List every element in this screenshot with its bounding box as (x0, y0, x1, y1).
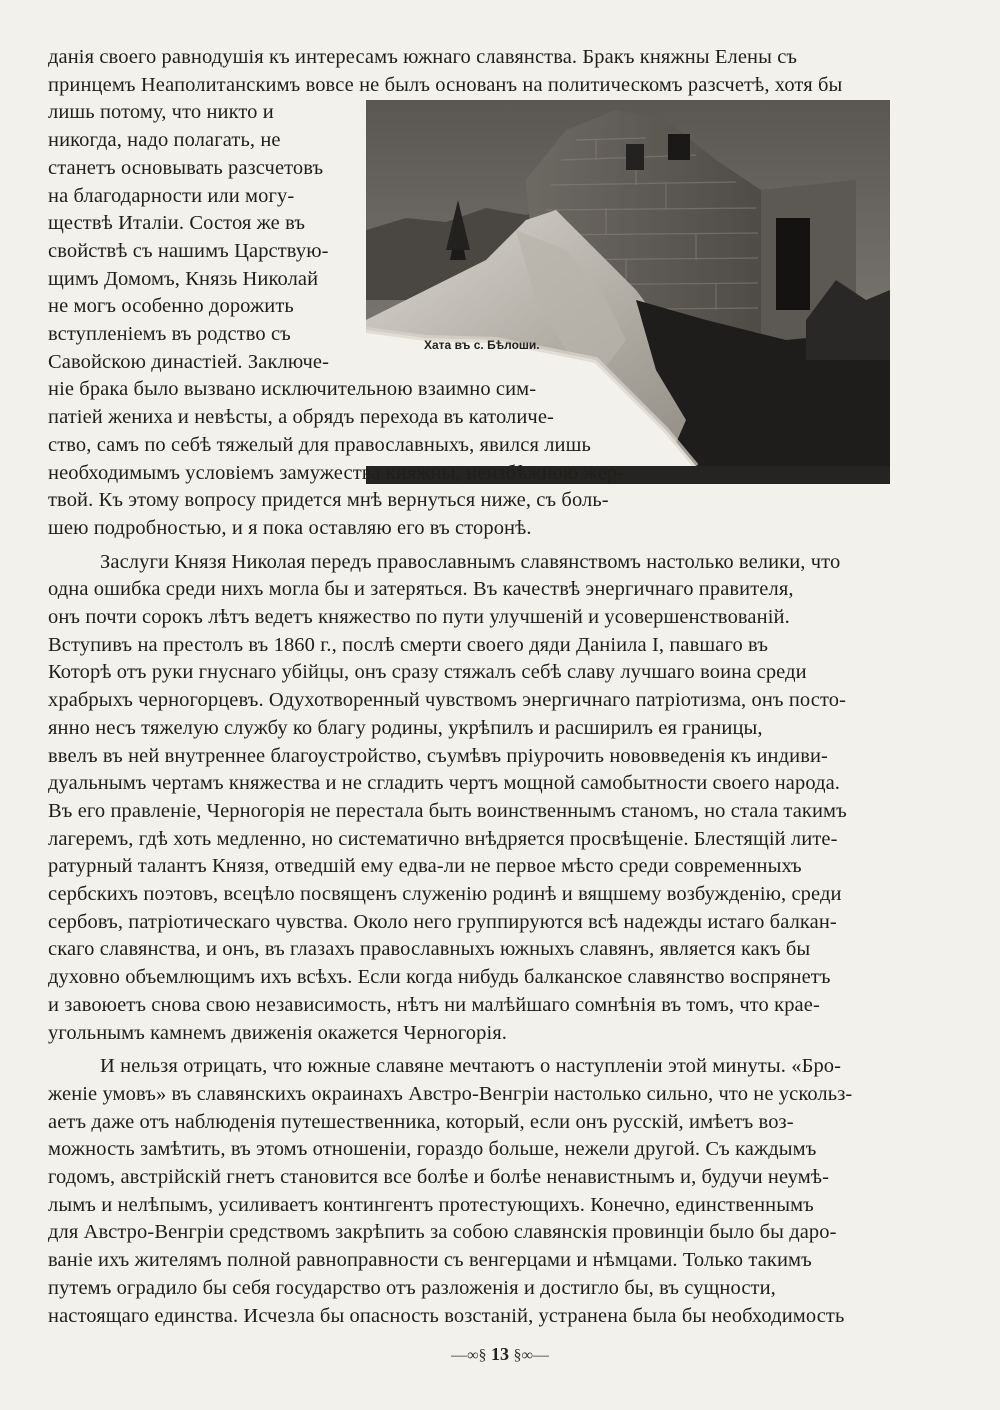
text-line: ввелъ въ ней внутреннее благоустройство, съумѣвъ пріурочить нововведенія къ индиви- (48, 744, 828, 767)
text-line: никогда, надо полагать, не (48, 129, 281, 152)
page-number: 13 (491, 1344, 509, 1364)
text-line: станетъ основывать разсчетовъ (48, 156, 324, 179)
text-line: щимъ Домомъ, Князь Николай (48, 267, 319, 290)
text-line: путемъ оградило бы себя государство отъ разложенія и достигло бы, въ сущности, (48, 1276, 776, 1299)
text-line: скаго славянства, и онъ, въ глазахъ православныхъ южныхъ славянъ, является какъ бы (48, 938, 811, 961)
text-line: духовно объемлющимъ ихъ всѣхъ. Если когда нибудь балканское славянство воспрянетъ (48, 966, 831, 989)
text-line: на благодарности или могу- (48, 184, 295, 207)
text-line: Которѣ отъ руки гнуснаго убійцы, онъ сразу стяжалъ себѣ славу лучшаго воина среди (48, 661, 807, 684)
page-number-folio (0, 1344, 1000, 1365)
text-line: лымъ и нелѣпымъ, усиливаетъ контингентъ протестующихъ. Конечно, единственнымъ (48, 1193, 814, 1216)
text-line: шею подробностью, и я пока оставляю его въ сторонѣ. (48, 516, 532, 539)
text-line: твой. Къ этому вопросу придется мнѣ вернуться ниже, съ боль- (48, 489, 609, 512)
text-line: янно несъ тяжелую службу ко благу родины, укрѣпилъ и расширилъ ея границы, (48, 716, 763, 739)
text-line: ратурный талантъ Князя, отведшій ему едва-ли не первое мѣсто среди современныхъ (48, 855, 802, 878)
text-line: лишь потому, что никто и (48, 101, 274, 124)
text-line: не могъ особенно дорожить (48, 295, 294, 318)
text-line: ществѣ Италіи. Состоя же въ (48, 212, 306, 235)
text-line: онъ почти сорокъ лѣтъ ведетъ княжество по пути улучшеній и усовершенствованій. (48, 606, 790, 628)
text-line: сербовъ, патріотическаго чувства. Около него группируются всѣ надежды истаго балкан- (48, 910, 837, 933)
text-line: Заслуги Князя Николая передъ православнымъ славянствомъ настолько велики, что (100, 550, 841, 573)
figure-caption: Хата въ с. Бѣлоши. (424, 338, 540, 352)
text-line: одна ошибка среди нихъ могла бы и затеряться. Въ качествѣ энергичнаго правителя, (48, 578, 794, 601)
text-line: ство, самъ по себѣ тяжелый для православныхъ, явился лишь (48, 433, 591, 456)
text-line: ваніе ихъ жителямъ полной равноправности съ венгерцами и нѣмцами. Только такимъ (48, 1249, 812, 1272)
text-line: угольнымъ камнемъ движенія окажется Черногорія. (48, 1021, 508, 1044)
text-line: Савойскою династіей. Заключе- (48, 350, 330, 373)
text-line: лагеремъ, гдѣ хоть медленно, но систематично внѣдряется просвѣщеніе. Блестящій лите- (48, 827, 838, 850)
text-line: настоящаго единства. Исчезла бы опасность возстаній, устранена была бы необходимость (48, 1304, 845, 1327)
text-line: принцемъ Неаполитанскимъ вовсе не былъ основанъ на политическомъ разсчетѣ, хотя бы (48, 73, 843, 96)
text-line: И нельзя отрицать, что южные славяне мечтаютъ о наступленіи этой минуты. «Бро- (100, 1055, 842, 1078)
text-line: дуальнымъ чертамъ княжества и не сгладить чертъ мощной самобытности своего народа. (48, 772, 841, 795)
text-line: ніе брака было вызвано исключительною взаимно сим- (48, 378, 537, 401)
text-line: для Австро-Венгріи средствомъ закрѣпить за собою славянскія провинціи было бы даро- (48, 1221, 837, 1244)
text-line: храбрыхъ черногорцевъ. Одухотворенный чувствомъ энергичнаго патріотизма, онъ посто- (48, 689, 847, 712)
text-line: сербскихъ поэтовъ, всецѣло посвященъ служенію родинѣ и вящшему возбужденію, среди (48, 883, 842, 905)
text-line: данія своего равнодушія къ интересамъ южнаго славянства. Бракъ княжны Елены съ (48, 46, 798, 68)
text-line: можность замѣтить, въ этомъ отношеніи, гораздо больше, нежели другой. Съ каждымъ (48, 1138, 817, 1161)
text-line: Въ его правленіе, Черногорія не перестала быть воинственнымъ станомъ, но стала такимъ (48, 799, 847, 822)
text-line: аетъ даже отъ наблюденія путешественника, который, если онъ русскій, имѣетъ воз- (48, 1110, 794, 1133)
text-line: необходимымъ условіемъ замужества княжны, неизбѣжною жер- (48, 461, 625, 484)
text-line: вступленіемъ въ родство съ (48, 323, 291, 345)
text-line: женіе умовъ» въ славянскихъ окраинахъ Австро-Венгріи настолько сильно, что не ускольз- (48, 1082, 853, 1105)
text-line: Вступивъ на престолъ въ 1860 г., послѣ смерти своего дяди Даніила I, павшаго въ (48, 633, 769, 656)
text-line: годомъ, австрійскій гнетъ становится все болѣе и болѣе ненавистнымъ и, будучи неумѣ- (48, 1166, 829, 1188)
text-line: патіей жениха и невѣсты, а обрядъ перехода въ католиче- (48, 406, 554, 429)
text-line: свойствѣ съ нашимъ Царствую- (48, 239, 329, 262)
text-line: и завоюетъ снова свою независимость, нѣтъ ни малѣйшаго сомнѣнія въ томъ, что крае- (48, 993, 820, 1016)
ornament-left: —∞§ (451, 1347, 487, 1364)
ornament-right: §∞— (513, 1347, 549, 1364)
